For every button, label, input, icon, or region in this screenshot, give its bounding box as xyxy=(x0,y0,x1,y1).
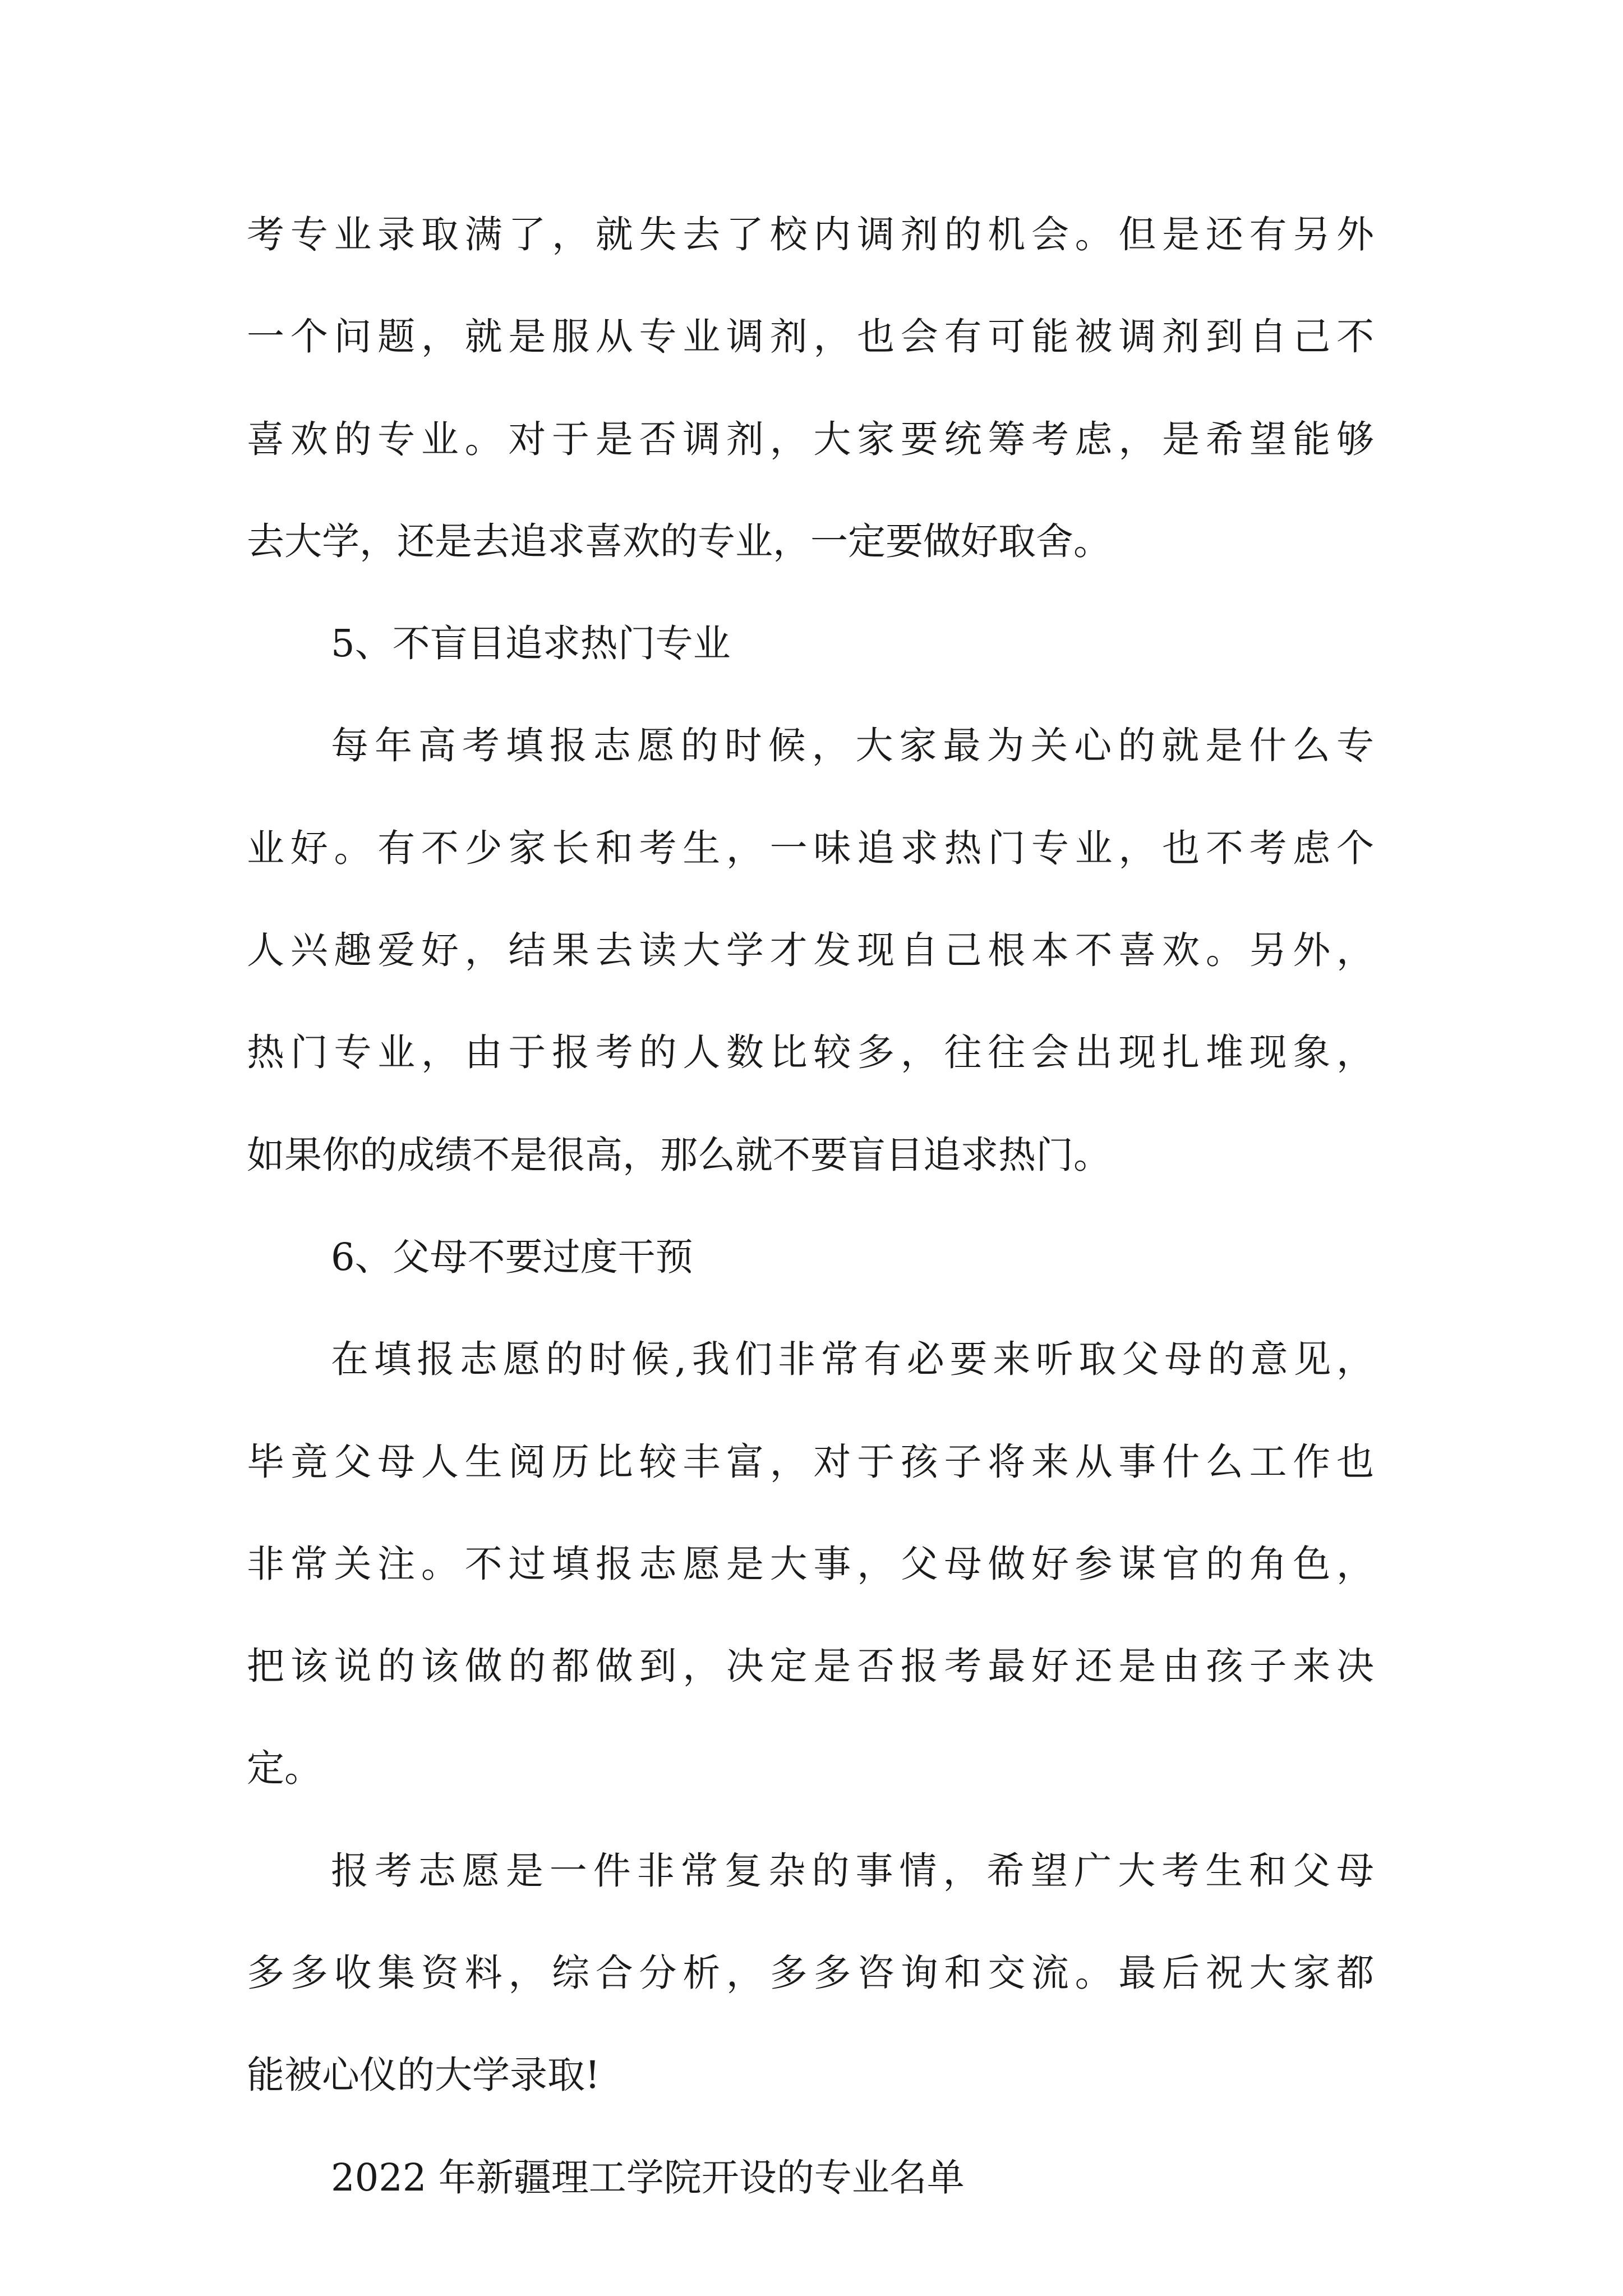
text-line: 非常关注。不过填报志愿是大事，父母做好参谋官的角色， xyxy=(247,1542,1374,1586)
text-line: 热门专业，由于报考的人数比较多，往往会出现扎堆现象， xyxy=(247,1030,1374,1075)
document-body xyxy=(247,206,1374,2252)
text-line: 5、不盲目追求热门专业 xyxy=(331,622,731,666)
text-line: 考专业录取满了，就失去了校内调剂的机会。但是还有另外 xyxy=(247,213,1374,256)
text-line: 2022 年新疆理工学院开设的专业名单 xyxy=(331,2155,965,2200)
text-line: 一个问题，就是服从专业调剂，也会有可能被调剂到自己不 xyxy=(247,315,1374,359)
text-line: 6、父母不要过度干预 xyxy=(331,1235,693,1279)
text-line: 如果你的成绩不是很高，那么就不要盲目追求热门。 xyxy=(247,1133,1111,1177)
text-line: 业好。有不少家长和考生，一味追求热门专业，也不考虑个 xyxy=(247,826,1374,870)
text-line: 人兴趣爱好，结果去读大学才发现自己根本不喜欢。另外， xyxy=(247,928,1374,973)
text-line: 每年高考填报志愿的时候，大家最为关心的就是什么专 xyxy=(331,724,1374,768)
text-line: 去大学，还是去追求喜欢的专业，一定要做好取舍。 xyxy=(247,519,1111,563)
text-line: 把该说的该做的都做到，决定是否报考最好还是由孩子来决 xyxy=(247,1644,1374,1688)
text-line: 定。 xyxy=(247,1746,322,1791)
text-line: 在填报志愿的时候,我们非常有必要来听取父母的意见， xyxy=(331,1337,1374,1382)
text-line: 报考志愿是一件非常复杂的事情，希望广大考生和父母 xyxy=(331,1848,1374,1893)
text-line: 多多收集资料，综合分析，多多咨询和交流。最后祝大家都 xyxy=(247,1951,1374,1995)
text-line: 能被心仪的大学录取! xyxy=(247,2053,600,2097)
text-line: 毕竟父母人生阅历比较丰富，对于孩子将来从事什么工作也 xyxy=(247,1439,1374,1484)
text-line: 喜欢的专业。对于是否调剂，大家要统筹考虑，是希望能够 xyxy=(247,417,1374,461)
